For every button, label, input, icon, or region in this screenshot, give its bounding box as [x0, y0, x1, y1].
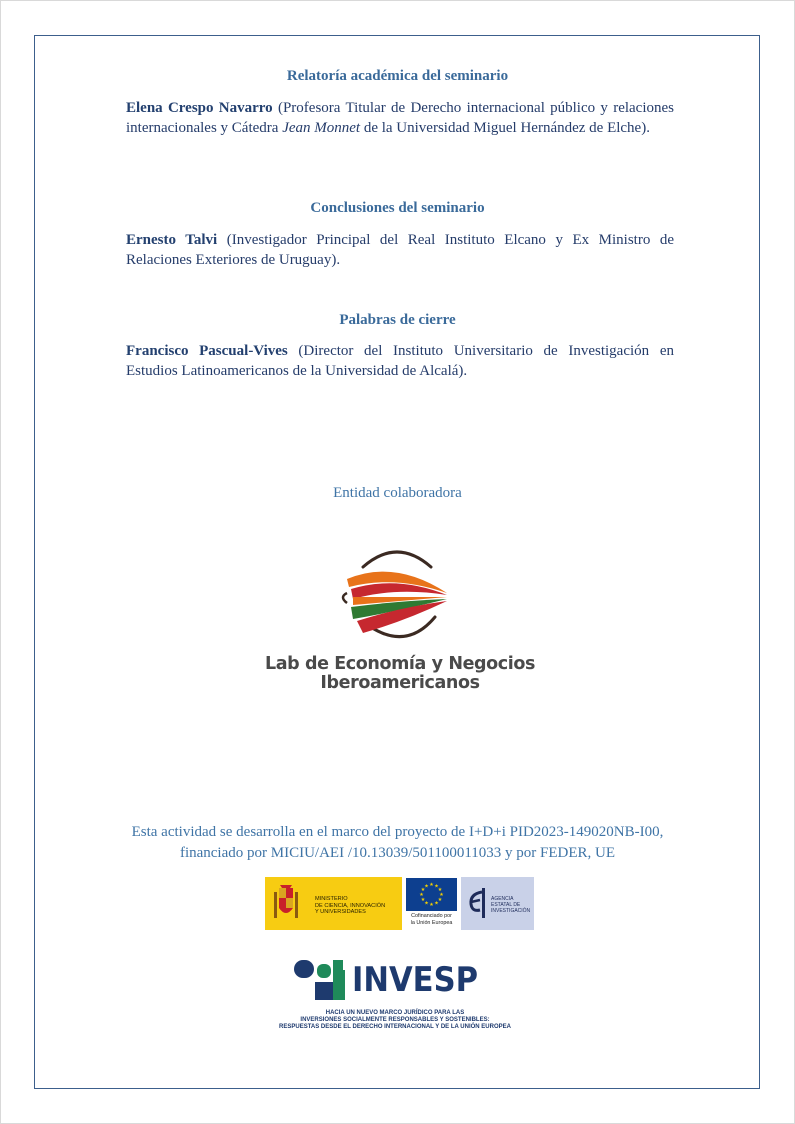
svg-text:★: ★: [424, 900, 429, 907]
aei-logo: [461, 877, 534, 930]
svg-text:★: ★: [439, 892, 444, 898]
aei-text: AGENCIA ESTATAL DE INVESTIGACIÓN: [491, 896, 531, 914]
spain-coat-of-arms-icon: [271, 884, 301, 924]
ministry-logo: [265, 877, 402, 930]
collaborator-label: Entidad colaboradora: [333, 485, 462, 501]
speaker-name: Elena Crespo Navarro: [126, 100, 273, 116]
aei-mark-icon: [466, 886, 488, 920]
svg-text:★: ★: [437, 897, 443, 903]
invesp-mark-icon: [293, 958, 349, 1004]
funding-note: Esta actividad se desarrolla en el marco del proyecto de I+D+i PID2023-149020NB-I00, financiado por MICIU/AEI /10.13039/501100011033 y por FEDER, UE: [131, 824, 664, 861]
svg-text:★: ★: [420, 887, 426, 893]
svg-text:★: ★: [429, 902, 434, 908]
section-heading-relatoria: Relatoría académica del seminario: [286, 68, 509, 84]
svg-text:★: ★: [434, 900, 439, 907]
section-heading-cierre: Palabras de cierre: [339, 312, 456, 328]
section-heading-conclusiones: Conclusiones del seminario: [310, 200, 485, 216]
svg-text:★: ★: [437, 887, 443, 893]
eu-text: Cofinanciado por la Unión Europea: [410, 913, 453, 926]
section-text-cierre: Francisco Pascual-Vives (Director del Instituto Universitario de Investigación en Estudios Latinoamericanos de la Universidad de Alcalá).: [126, 343, 674, 379]
speaker-name: Ernesto Talvi: [126, 232, 218, 248]
invesp-subtitle: HACIA UN NUEVO MARCO JURÍDICO PARA LAS INVERSIONES SOCIALMENTE RESPONSABLES Y SOSTENIBLES: RESPUESTAS DESDE EL DERECHO INTERNACIONAL Y DE LA UNIÓN EUROPEA: [279, 1010, 511, 1030]
svg-text:★: ★: [424, 883, 429, 890]
svg-text:★: ★: [429, 882, 434, 888]
invesp-wordmark: INVESP: [352, 960, 479, 1000]
lab-name-wordmark: Lab de Economía y Negocios Iberoamericanos: [264, 654, 535, 693]
svg-text:★: ★: [420, 897, 426, 903]
eu-cofunded-logo: [405, 877, 458, 930]
svg-text:★: ★: [434, 883, 439, 890]
section-text-relatoria: Elena Crespo Navarro (Profesora Titular de Derecho internacional público y relaciones internacionales y Cátedra Jean Monnet de la Universidad Miguel Hernández de Elche).: [126, 100, 675, 136]
section-text-conclusiones: Ernesto Talvi (Investigador Principal del Real Instituto Elcano y Ex Ministro de Relaciones Exteriores de Uruguay).: [126, 232, 674, 268]
svg-text:★: ★: [419, 892, 424, 898]
eu-flag-icon: [406, 878, 457, 911]
ministry-text: MINISTERIO DE CIENCIA, INNOVACIÓN Y UNIVERSIDADES: [315, 896, 386, 915]
speaker-name: Francisco Pascual-Vives: [126, 343, 288, 359]
lab-economia-logo: [335, 545, 450, 640]
